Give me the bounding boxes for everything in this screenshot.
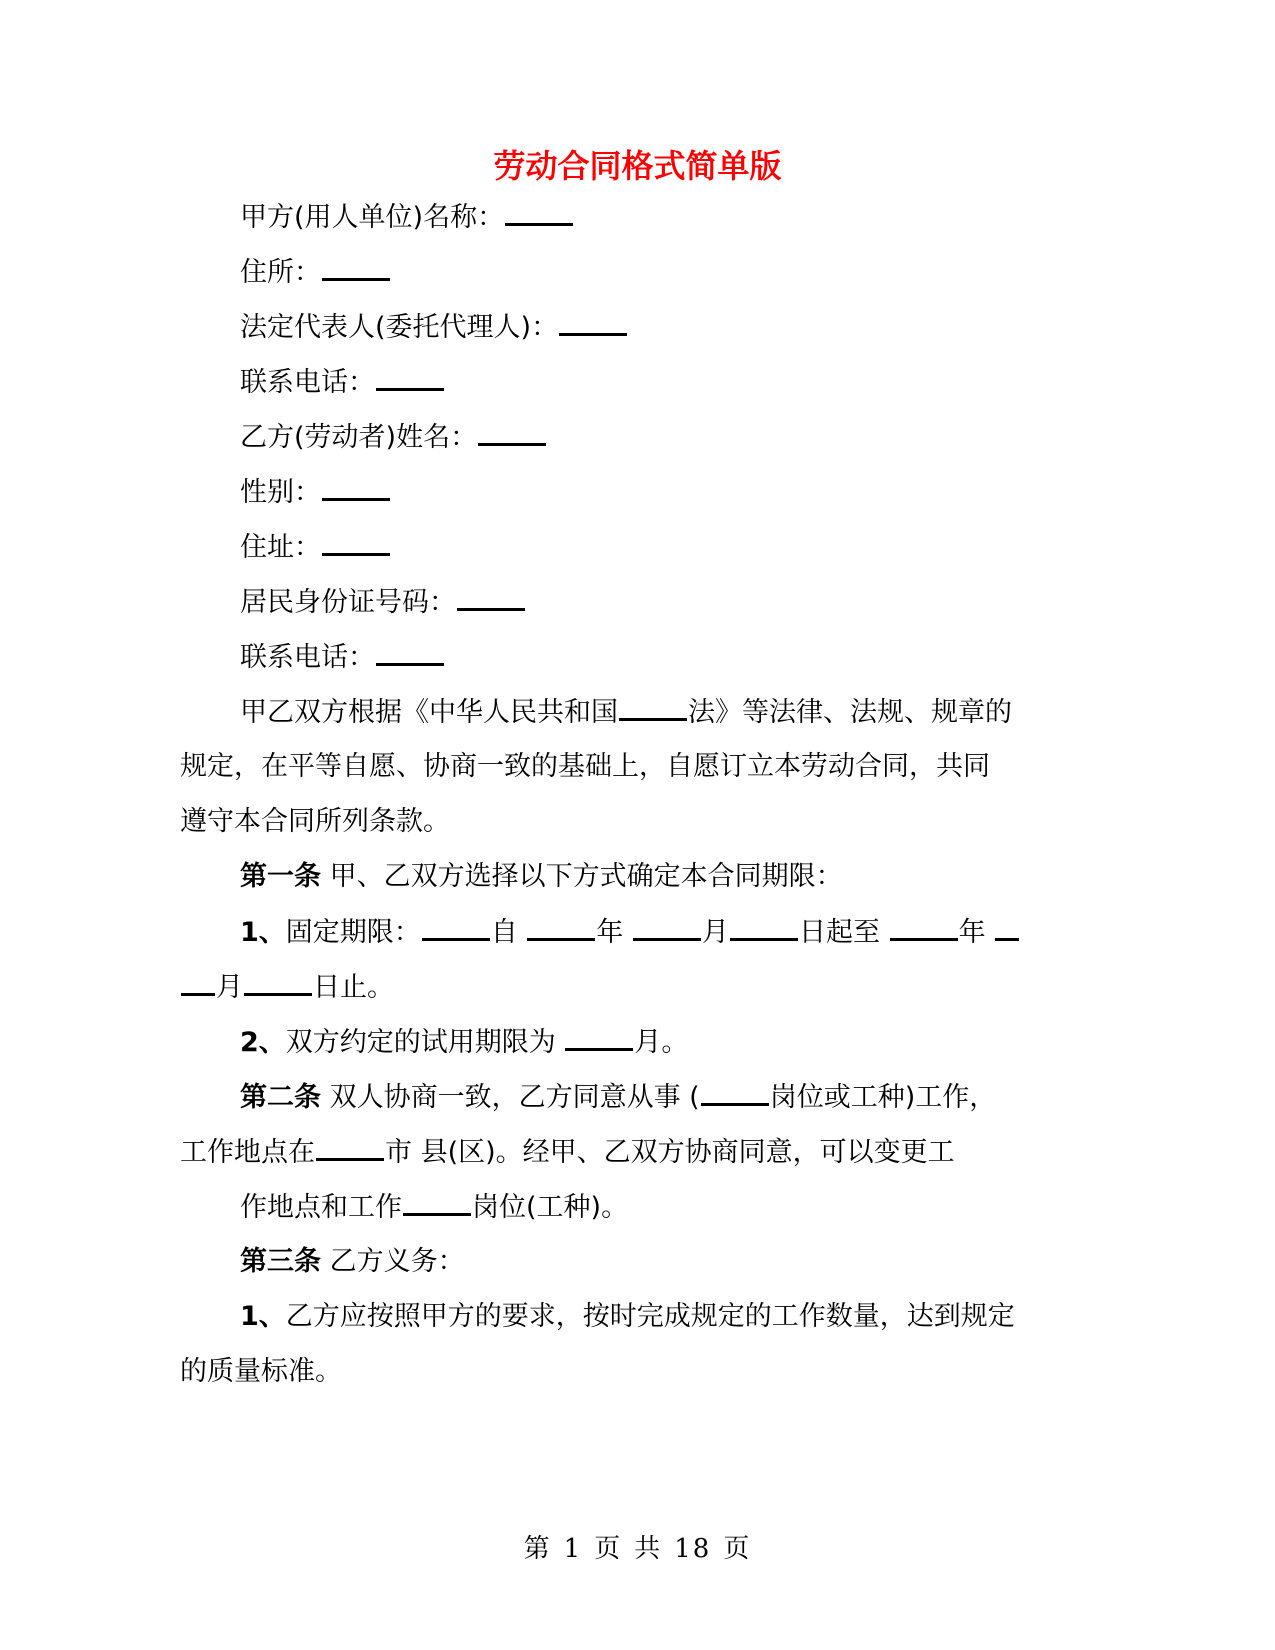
blank-line xyxy=(619,692,687,721)
blank-line xyxy=(565,1022,633,1051)
blank-line xyxy=(505,197,573,226)
page-footer: 第 1 页 共 18 页 xyxy=(523,1534,752,1564)
blank-line xyxy=(244,967,312,996)
field-phone-a: 联系电话： xyxy=(240,362,445,403)
article-3: 第三条 乙方义务： xyxy=(240,1246,465,1277)
blank-line xyxy=(457,582,525,611)
field-party-b-name: 乙方(劳动者)姓名： xyxy=(240,417,547,458)
field-address-a: 住所： xyxy=(240,252,391,293)
article-2: 第二条 双人协商一致，乙方同意从事 ( 岗位或工种)工作， xyxy=(240,1077,996,1118)
blank-line xyxy=(701,1077,769,1106)
blank-line xyxy=(633,912,701,941)
preamble-line-3: 遵守本合同所列条款。 xyxy=(180,806,450,837)
preamble-line-2: 规定，在平等自愿、协商一致的基础上，自愿订立本劳动合同，共同 xyxy=(180,751,990,782)
article-2-line-3: 作地点和工作 岗位(工种)。 xyxy=(240,1187,628,1228)
page-total: 18 xyxy=(674,1534,712,1564)
blank-line xyxy=(422,912,490,941)
article-1: 第一条 甲、乙双方选择以下方式确定本合同期限： xyxy=(240,861,843,892)
blank-line xyxy=(322,527,390,556)
field-address-b: 住址： xyxy=(240,527,391,568)
blank-line xyxy=(527,912,595,941)
blank-line xyxy=(478,417,546,446)
article-1-item-1: 1、固定期限： 自 年 月 日起至 年 xyxy=(240,912,1020,953)
field-party-a-name: 甲方(用人单位)名称： xyxy=(240,197,574,238)
field-legal-rep: 法定代表人(委托代理人)： xyxy=(240,307,628,348)
article-1-heading: 第一条 xyxy=(240,861,321,892)
article-2-line-2: 工作地点在 市 县(区)。经甲、乙双方协商同意，可以变更工 xyxy=(180,1132,955,1173)
field-phone-b: 联系电话： xyxy=(240,637,445,678)
blank-line xyxy=(181,967,215,996)
blank-line xyxy=(316,1132,384,1161)
blank-line xyxy=(376,637,444,666)
blank-line xyxy=(890,912,958,941)
page-number: 1 xyxy=(563,1534,583,1564)
blank-line xyxy=(730,912,798,941)
article-3-item-1: 1、乙方应按照甲方的要求，按时完成规定的工作数量，达到规定 xyxy=(240,1301,1015,1332)
blank-line xyxy=(322,252,390,281)
blank-line xyxy=(322,472,390,501)
field-gender: 性别： xyxy=(240,472,391,513)
article-1-item-2: 2、双方约定的试用期限为 月。 xyxy=(240,1022,688,1063)
article-3-item-1-cont: 的质量标准。 xyxy=(180,1356,342,1387)
preamble-line-1: 甲乙双方根据《中华人民共和国 法》等法律、法规、规章的 xyxy=(240,692,1012,733)
article-1-item-1-cont: 月 日止。 xyxy=(180,967,394,1008)
article-3-heading: 第三条 xyxy=(240,1246,321,1277)
article-2-heading: 第二条 xyxy=(240,1082,321,1113)
field-id-number: 居民身份证号码： xyxy=(240,582,526,623)
blank-line xyxy=(559,307,627,336)
blank-line xyxy=(995,912,1019,941)
blank-line xyxy=(376,362,444,391)
document-title: 劳动合同格式简单版 xyxy=(493,147,782,185)
blank-line xyxy=(403,1187,471,1216)
